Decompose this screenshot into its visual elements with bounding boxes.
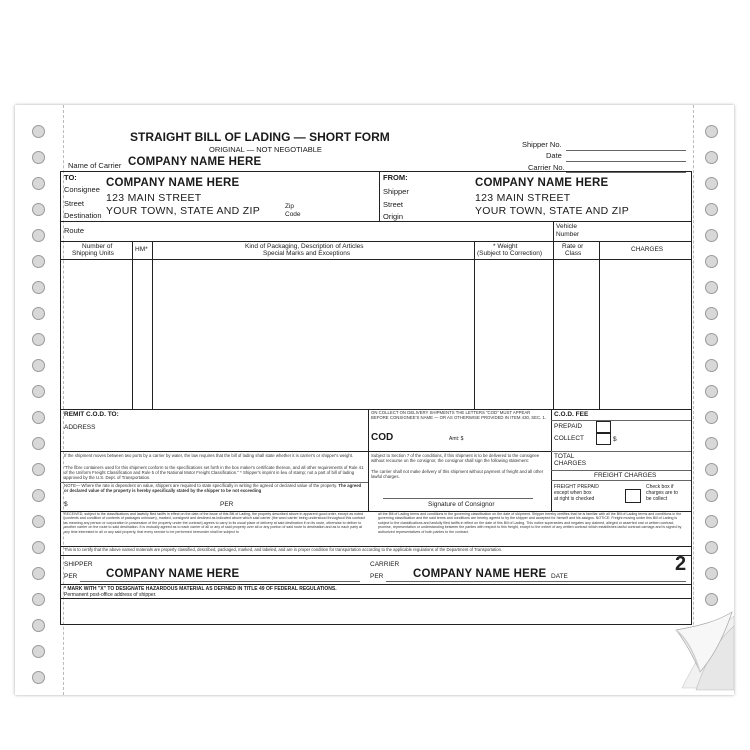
terms-fibre-note: "The fibre containers used for this shipment conform to the specifications set forth in the box maker's certificate thereon, and all other requirements of Rule 41 of the Uniform Freight Classification and Rule 5 of the National Motor Freight Classification." * Shipper's imprint in lieu of stamp; not a part of bill of lading approved by the U.S. Dept. of Transportation. — [64, 465, 364, 480]
carrier-per-label: PER — [370, 573, 384, 580]
from-street-label: Street — [383, 200, 404, 209]
col-rate-label-2: Class — [565, 250, 582, 257]
tractor-hole-icon — [705, 177, 718, 190]
tractor-hole-icon — [32, 489, 45, 502]
tractor-hole-icon — [32, 645, 45, 658]
name-of-carrier-label: Name of Carrier — [68, 161, 122, 170]
shipper-per-label: PER — [64, 573, 78, 580]
tractor-hole-icon — [32, 619, 45, 632]
tractor-hole-icon — [32, 125, 45, 138]
tractor-hole-icon — [32, 593, 45, 606]
tractor-hole-icon — [32, 359, 45, 372]
shipper-company: COMPANY NAME HERE — [475, 177, 609, 189]
received-terms-right: all the Bill of Lading terms and conditions in the governing classification on the date of shipment. Shipper hereby certifies that he is familiar with all the Bill of Lading terms and conditions in the governing classification and the said terms and conditions are hereby agreed to by the shipper and accepted for himself and his assigns. NOTICE: Freight moving under this Bill of Lading is subject to the classifications and lawfully filed tariffs in effect on the date of this Bill of Lading. This notice supersedes and negates any claimed, alleged or asserted oral or written contract, promise, representation or understanding between the parties with respect to this freight, except to the extent of any written contract which establishes lawful contract carriage and is signed by authorized representatives of both parties to the contract. — [378, 512, 682, 534]
carrier-no-label: Carrier No. — [528, 163, 565, 172]
tractor-hole-icon — [705, 281, 718, 294]
section7-note: Subject to Section 7 of the conditions, if this shipment is to be delivered to the consignee without recourse on the consignor, the consignor shall sign the following statement: — [371, 453, 540, 463]
tractor-hole-icon — [705, 151, 718, 164]
total-charges-label-1: TOTAL — [554, 453, 575, 460]
tractor-hole-icon — [705, 437, 718, 450]
tractor-hole-icon — [32, 177, 45, 190]
terms-water-note: If the shipment moves between two ports by a carrier by water, the law requires that the bill of lading shall state whether it is carrier's or shipper's weight. — [64, 453, 354, 458]
freight-prepaid-label-3: at right is checked — [554, 496, 595, 502]
tractor-hole-icon — [32, 281, 45, 294]
tractor-hole-icon — [705, 541, 718, 554]
tractor-hole-icon — [705, 255, 718, 268]
tractor-hole-icon — [32, 333, 45, 346]
freight-prepaid-label-2: except when box — [554, 490, 592, 496]
check-box-label-1: Check box if — [646, 484, 674, 490]
tractor-hole-icon — [32, 229, 45, 242]
cod-collect-label: COLLECT — [554, 435, 584, 442]
shipper-label: Shipper — [383, 187, 409, 196]
tractor-hole-icon — [32, 385, 45, 398]
cod-fee-label: C.O.D. FEE — [554, 411, 589, 418]
cod-amount-label: Amt: $ — [449, 436, 464, 442]
tractor-hole-icon — [32, 255, 45, 268]
shipper-signature-label: SHIPPER — [64, 561, 93, 568]
total-charges-label-2: CHARGES — [554, 460, 587, 467]
check-box-label-2: charges are to — [646, 490, 678, 496]
section7-note-b: The carrier shall not make delivery of this shipment without payment of freight and all other lawful charges. — [371, 469, 544, 479]
consignee-label: Consignee — [64, 185, 100, 194]
col-kind-label-1: Kind of Packaging, Description of Articles — [245, 243, 364, 250]
to-street-label: Street — [64, 199, 85, 208]
destination-label: Destination — [64, 211, 102, 220]
certify-statement: This is to certify that the above named materials are properly classified, described, packaged, marked, and labeled, and are in proper condition for transportation according to the applicable regulations of the Department of Transportation. — [64, 547, 503, 552]
to-heading: TO: — [64, 173, 77, 182]
tractor-hole-icon — [32, 203, 45, 216]
page-curl-icon — [656, 610, 734, 695]
tractor-hole-icon — [32, 541, 45, 554]
shipper-signature-company: COMPANY NAME HERE — [106, 568, 240, 580]
date-label: Date — [546, 151, 562, 160]
remit-cod-label: REMIT C.O.D. TO: — [64, 411, 119, 418]
value-dollar: $ — [64, 501, 68, 508]
tractor-hole-icon — [32, 437, 45, 450]
code-label: Code — [285, 211, 301, 218]
value-per-label: PER — [220, 501, 234, 508]
permanent-address-note: Permanent post-office address of shipper. — [64, 592, 157, 598]
tractor-hole-icon — [32, 567, 45, 580]
col-weight-label-1: * Weight — [493, 243, 518, 250]
tractor-hole-icon — [705, 359, 718, 372]
carrier-date-label: DATE — [551, 573, 568, 580]
hazmat-mark-note: * MARK WITH "X" TO DESIGNATE HAZARDOUS MATERIAL AS DEFINED IN TITLE 49 OF FEDERAL REGULATIONS. — [64, 586, 337, 592]
route-label: Route — [64, 226, 85, 235]
received-terms-left: RECEIVED, subject to the classifications and lawfully filed tariffs in effect on the date of the issue of this Bill of Lading, the property described above in apparent good order, except as noted (contents and condition of contents of packages unknown), marked, consigned and destined as indicated above which said carrier (the word carrier being understood throughout this contract as meaning any person or corporation in possession of the property under the contract) agrees to carry to its usual place of delivery at said destination if on its route, otherwise to deliver to another carrier on the route to said destination. It is mutually agreed as to each carrier of all or any of said property over all or any portion of said route to destination and as to each party at any time interested in all or any said property, that every service to be performed hereunder shall be subject to — [64, 512, 366, 534]
col-charges-label: CHARGES — [631, 246, 664, 253]
tractor-hole-icon — [705, 229, 718, 242]
vehicle-label: Vehicle — [556, 223, 577, 230]
tractor-hole-icon — [32, 463, 45, 476]
col-kind-label-2: Special Marks and Exceptions — [263, 250, 351, 257]
tractor-hole-icon — [705, 307, 718, 320]
carrier-signature-label: CARRIER — [370, 561, 400, 568]
cod-label: COD — [371, 432, 394, 443]
right-tractor-strip — [693, 105, 734, 695]
origin-label: Origin — [383, 212, 404, 221]
tractor-hole-icon — [705, 489, 718, 502]
terms-value-note: NOTE— Where the rate is dependent on value, shippers are required to state specifically in writing the agreed or declared value of the property. The agreed or declared value of the property is hereby specifically stated by the shipper to be not exceeding — [64, 483, 362, 493]
freight-prepaid-label-1: FREIGHT PREPAID — [554, 484, 599, 490]
tractor-hole-icon — [705, 411, 718, 424]
tractor-hole-icon — [32, 671, 45, 684]
cod-collect-checkbox[interactable] — [596, 433, 611, 445]
tractor-hole-icon — [32, 515, 45, 528]
cod-address-label: ADDRESS — [64, 424, 96, 431]
tractor-hole-icon — [705, 203, 718, 216]
freight-charges-label: FREIGHT CHARGES — [594, 472, 657, 479]
shipper-street: 123 MAIN STREET — [475, 192, 571, 204]
tractor-hole-icon — [705, 385, 718, 398]
shipper-no-label: Shipper No. — [522, 140, 562, 149]
col-units-label-1: Number of — [82, 243, 113, 250]
tractor-hole-icon — [705, 593, 718, 606]
form-title: STRAIGHT BILL OF LADING — SHORT FORM — [130, 130, 390, 144]
tractor-hole-icon — [705, 333, 718, 346]
tractor-hole-icon — [705, 125, 718, 138]
left-tractor-strip — [15, 105, 64, 695]
col-hm-mark: * — [145, 246, 148, 253]
shipper-city: YOUR TOWN, STATE AND ZIP — [475, 205, 630, 217]
col-rate-label-1: Rate or — [562, 243, 584, 250]
tractor-hole-icon — [705, 463, 718, 476]
freight-collect-checkbox[interactable] — [625, 489, 641, 503]
bill-of-lading-sheet — [15, 105, 734, 695]
col-weight-label-2: (Subject to Correction) — [477, 250, 543, 257]
tractor-hole-icon — [32, 411, 45, 424]
from-heading: FROM: — [383, 173, 408, 182]
col-units-label-2: Shipping Units — [72, 250, 114, 257]
consignee-street: 123 MAIN STREET — [106, 192, 202, 204]
signature-of-consignor-label: Signature of Consignor — [428, 501, 495, 508]
cod-prepaid-checkbox[interactable] — [596, 421, 611, 433]
tractor-hole-icon — [32, 151, 45, 164]
bill-of-lading-form — [64, 105, 692, 695]
tractor-hole-icon — [32, 307, 45, 320]
carrier-signature-company: COMPANY NAME HERE — [413, 568, 547, 580]
consignee-company: COMPANY NAME HERE — [106, 177, 240, 189]
check-box-label-3: be collect — [646, 496, 668, 502]
zip-label: Zip — [285, 203, 295, 210]
cod-fee-dollar: $ — [613, 436, 617, 443]
form-subtitle: ORIGINAL — NOT NEGOTIABLE — [209, 145, 322, 154]
vehicle-number-label: Number — [556, 231, 580, 238]
carrier-company-name: COMPANY NAME HERE — [128, 156, 262, 168]
part-number-badge: 2 — [675, 553, 687, 575]
tractor-hole-icon — [705, 567, 718, 580]
consignee-city: YOUR TOWN, STATE AND ZIP — [106, 205, 261, 217]
tractor-hole-icon — [705, 515, 718, 528]
terms-value-note-bold: The agreed or declared value of the property is hereby specifically stated by the shipper to be not exceeding — [64, 483, 362, 493]
cod-collect-note: ON COLLECT ON DELIVERY SHIPMENTS THE LETTERS "COD" MUST APPEAR BEFORE CONSIGNEE'S NAME — OR AS OTHERWISE PROVIDED IN ITEM 430, SEC. 1. — [371, 410, 547, 420]
col-hm-label: HM* — [135, 246, 148, 253]
cod-prepaid-label: PREPAID — [554, 423, 583, 430]
